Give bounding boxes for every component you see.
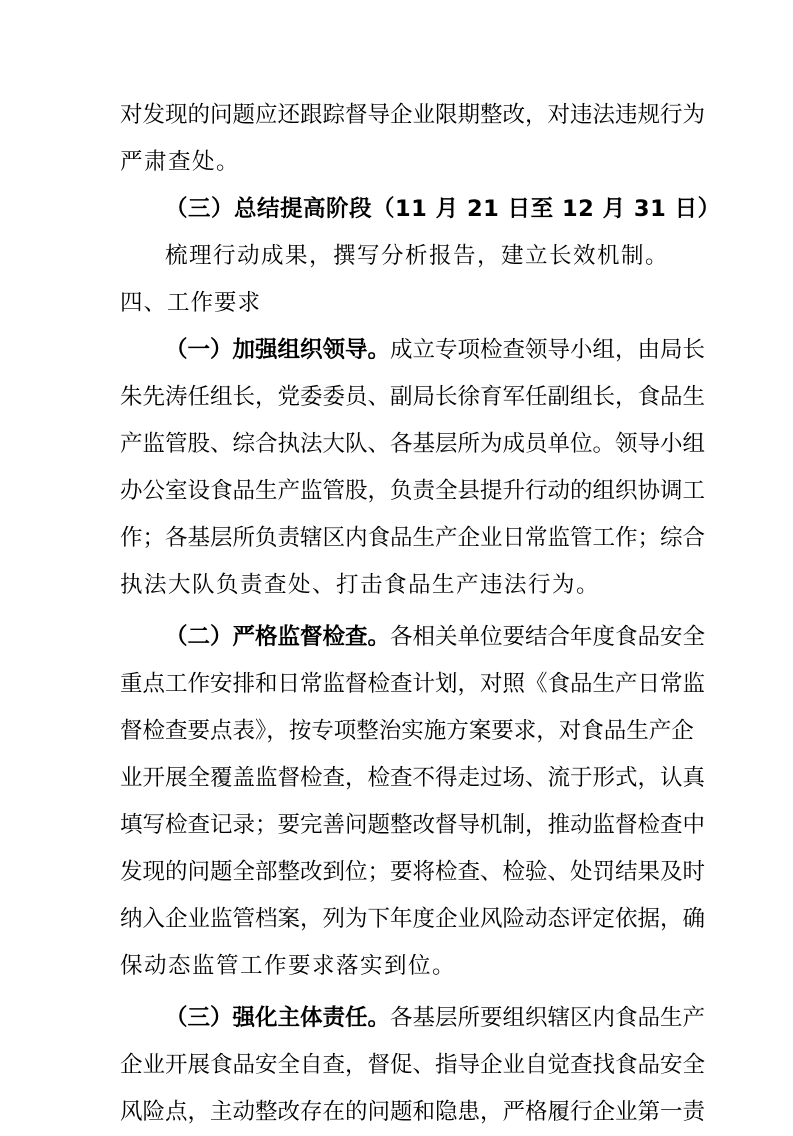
body-text-line: 办公室设食品生产监管股，负责全县提升行动的组织协调工 (120, 478, 706, 504)
paragraph-lead-bold: （二）严格监督检查。 (165, 624, 391, 650)
body-text-line: 业开展全覆盖监督检查，检查不得走过场、流于形式，认真 (120, 765, 706, 791)
body-text-line: 风险点，主动整改存在的问题和隐患，严格履行企业第一责 (120, 1099, 706, 1125)
body-text-line: 作；各基层所负责辖区内食品生产企业日常监管工作；综合 (120, 525, 706, 551)
paragraph-first-line (120, 614, 706, 661)
body-text-line: 梳理行动成果，撰写分析报告，建立长效机制。 (165, 243, 670, 269)
stage-heading: （三）总结提高阶段（11 月 21 日至 12 月 31 日） (165, 196, 721, 222)
paragraph-lead-bold: （三）强化主体责任。 (165, 1005, 391, 1031)
paragraph-text: 成立专项检查领导小组，由局长 (390, 337, 706, 363)
body-text-line: 督检查要点表》，按专项整治实施方案要求，对食品生产企 (120, 718, 694, 744)
paragraph-text: 各相关单位要结合年度食品安全 (390, 624, 706, 650)
body-text-line: 朱先涛任组长，党委委员、副局长徐育军任副组长，食品生 (120, 384, 706, 410)
body-text-line: 对发现的问题应还跟踪督导企业限期整改，对违法违规行为 (120, 102, 706, 128)
body-text-line: 重点工作安排和日常监督检查计划，对照《食品生产日常监 (120, 671, 706, 697)
document-page (120, 92, 721, 1136)
body-text-line: 执法大队负责查处、打击食品生产违法行为。 (120, 572, 601, 598)
body-text-line: 保动态监管工作要求落实到位。 (120, 953, 457, 979)
paragraph-first-line (120, 327, 706, 374)
paragraph-lead-bold: （一）加强组织领导。 (165, 337, 391, 363)
body-text-line: 严肃查处。 (120, 149, 241, 175)
body-text-line: 企业开展食品安全自查，督促、指导企业自觉查找食品安全 (120, 1052, 706, 1078)
body-text-line: 填写检查记录；要完善问题整改督导机制，推动监督检查中 (120, 812, 706, 838)
body-text-line: 产监管股、综合执法大队、各基层所为成员单位。领导小组 (120, 431, 706, 457)
paragraph-first-line (120, 995, 706, 1042)
paragraph-text: 各基层所要组织辖区内食品生产 (390, 1005, 706, 1031)
section-heading: 四、工作要求 (120, 290, 262, 316)
body-text-line: 纳入企业监管档案，列为下年度企业风险动态评定依据，确 (120, 906, 706, 932)
body-text-line: 发现的问题全部整改到位；要将检查、检验、处罚结果及时 (120, 859, 706, 885)
